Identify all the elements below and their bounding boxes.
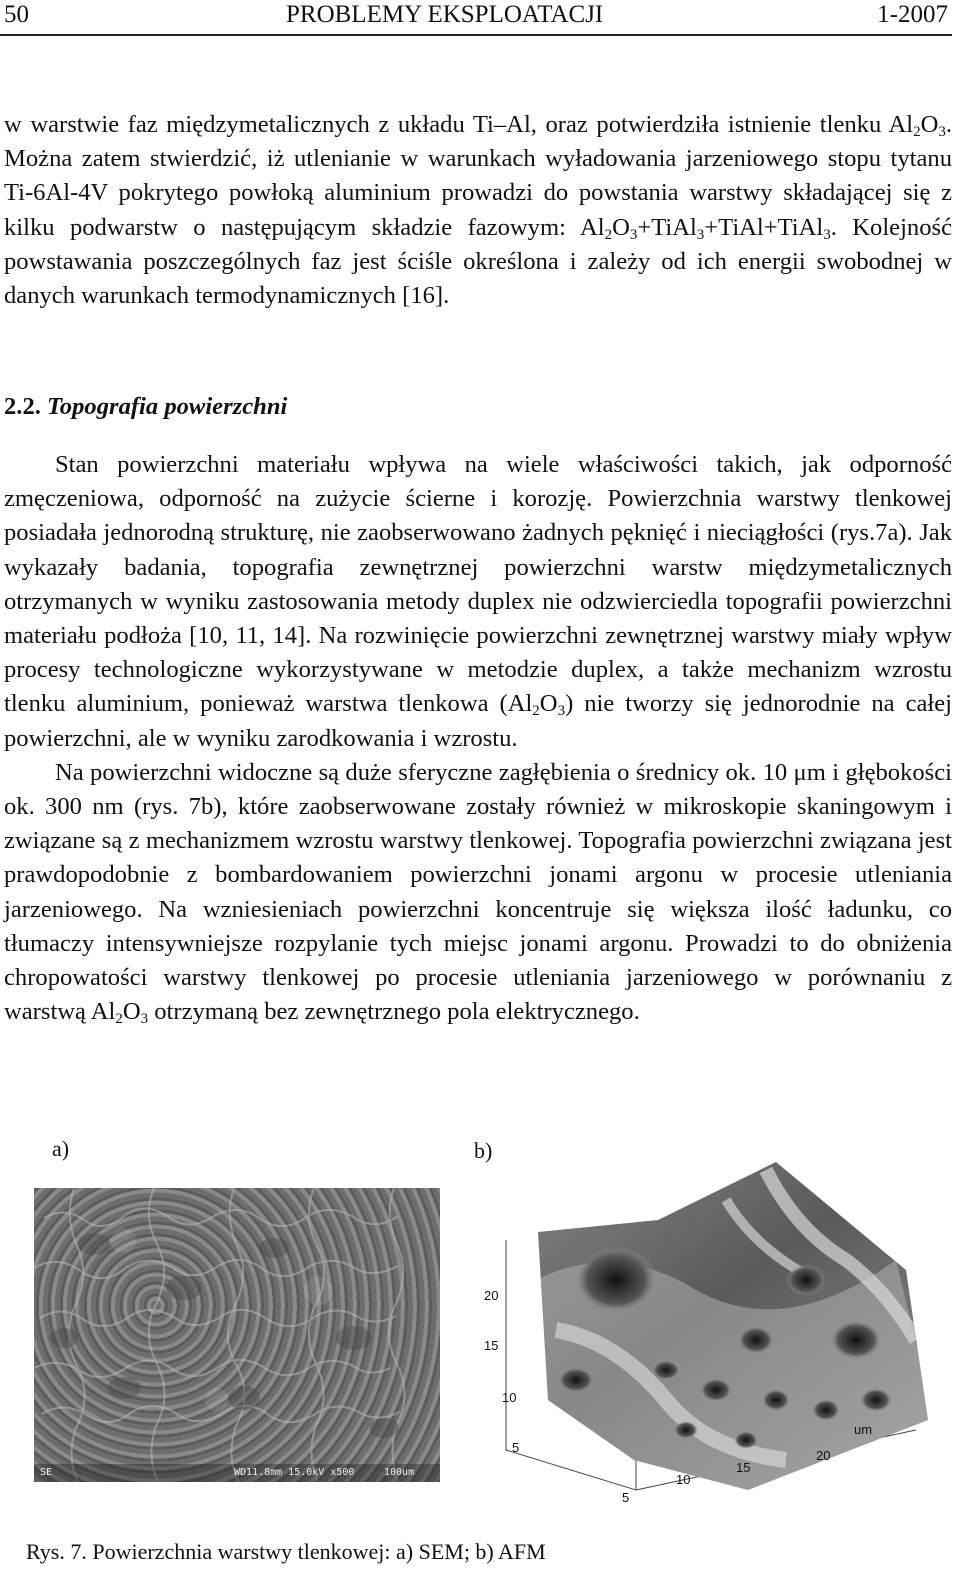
text-run: . Kolejność powstawania poszczególnych faz jest ściśle określona i zależy od ich energii swobodnej w danych warunkach termodynamicznych [16]. [4,213,952,310]
afm-y-tick: 15 [484,1338,499,1353]
afm-x-tick: 10 [676,1472,691,1487]
journal-title: PROBLEMY EKSPLOATACJI [286,1,604,28]
subscript: 2 [604,226,613,243]
figure-label-a: a) [52,1136,70,1161]
sem-texture [34,1188,440,1482]
afm-y-tick: 20 [484,1288,499,1303]
section-title: Topografia powierzchni [47,393,288,420]
subscript: 3 [823,226,831,243]
subscript: 3 [938,124,946,140]
text-run: O [920,111,939,138]
afm-x-tick: 5 [622,1490,630,1505]
paragraph [4,756,952,1030]
afm-x-tick: 20 [816,1448,831,1463]
issue-number: 1-2007 [877,1,948,28]
afm-y-tick: 10 [502,1390,517,1405]
text-run: O [122,998,141,1026]
afm-x-tick: 15 [736,1460,751,1475]
subscript: 3 [557,703,566,720]
paragraph [4,448,952,756]
subscript: 2 [115,1011,123,1028]
sem-parameters: WD11.8mm 15.0kV x500 [234,1467,355,1478]
intro-paragraph [4,108,952,313]
text-run: Na powierzchni widoczne są duże sferyczne zagłębienia o średnicy ok. 10 μm i głębokości ok. 300 nm (rys. 7b), które zaobserwowane zostały również w mikroskopie skaningowym i związane są z mechanizmem wzrostu warstwy tlenkowej. Topografia powierzchni związana jest prawdopodobnie z bombardowaniem powierzchni jonami argonu w procesie utleniania jarzeniowego. Na wzniesieniach powierzchni koncentruje się większa ilość ładunku, co tłumaczy intensywniejsze rozpylanie tych miejsc jonami argonu. Prowadzi to do obniżenia chropowatości warstwy tlenkowej po procesie utleniania jarzeniowego w porównaniu z warstwą Al [4,758,952,1026]
subscript: 2 [532,703,540,720]
section-heading [4,390,287,424]
afm-3d-plot [476,1160,956,1510]
sem-info-bar [34,1464,440,1482]
text-run: w warstwie faz międzymetalicznych z układu Ti–Al, oraz potwierdziła istnienie tlenku Al [4,111,914,138]
subscript: 2 [913,124,921,140]
text-run: O [539,690,558,718]
text-run: otrzymaną bez zewnętrznego pola elektrycznego. [148,998,640,1026]
text-run: +TiAl [637,213,697,241]
subscript: 3 [696,226,705,243]
afm-surface [476,1160,956,1510]
afm-y-tick: 5 [512,1440,520,1455]
text-run: Stan powierzchni materiału wpływa na wiele właściwości takich, jak odporność zmęczeniowa, odporność na zużycie ścierne i korozję. Powierzchnia warstwy tlenkowej posiadała jednorodną strukturę, nie zaobserwowano żadnych pęknięć i nieciągłości (rys.7a). Jak wykazały badania, topografia zewnętrznej powierzchni warstw międzymetalicznych otrzymanych w wyniku zastosowania metody duplex nie odzwierciedla topografii powierzchni materiału podłoża [10, 11, 14]. Na rozwinięcie powierzchni zewnętrznej warstwy miały wpływ procesy technologiczne wykorzystywane w metodzie duplex, a także mechanizm wzrostu tlenku aluminium, ponieważ warstwa tlenkowa (Al [4,451,952,718]
figure-label-b: b) [474,1138,493,1163]
page-number: 50 [4,1,29,28]
subscript: 3 [140,1011,149,1028]
sem-micrograph [34,1188,440,1482]
sem-detector-label: SE [40,1467,53,1478]
afm-unit-label: um [854,1422,873,1437]
figure-caption: Rys. 7. Powierzchnia warstwy tlenkowej: a) SEM; b) AFM [26,1539,546,1564]
running-header [0,0,952,36]
sem-scale-label: 100um [384,1467,415,1478]
text-run: . Można zatem stwierdzić, iż utlenianie w warunkach wyładowania jarzeniowego stopu tytanu Ti-6Al-4V pokrytego powłoką aluminium prowadzi do powstania warstwy składającej się z kilku podwarstw o następującym składzie fazowym: Al [4,111,952,241]
section-number: 2.2. [4,393,41,420]
text-run: ) nie tworzy się jednorodnie na całej powierzchni, ale w wyniku zarodkowania i wzrostu. [4,690,952,752]
text-run: O [612,213,630,241]
subscript: 3 [629,226,638,243]
body-text [4,448,952,1029]
text-run: +TiAl+TiAl [704,213,824,241]
